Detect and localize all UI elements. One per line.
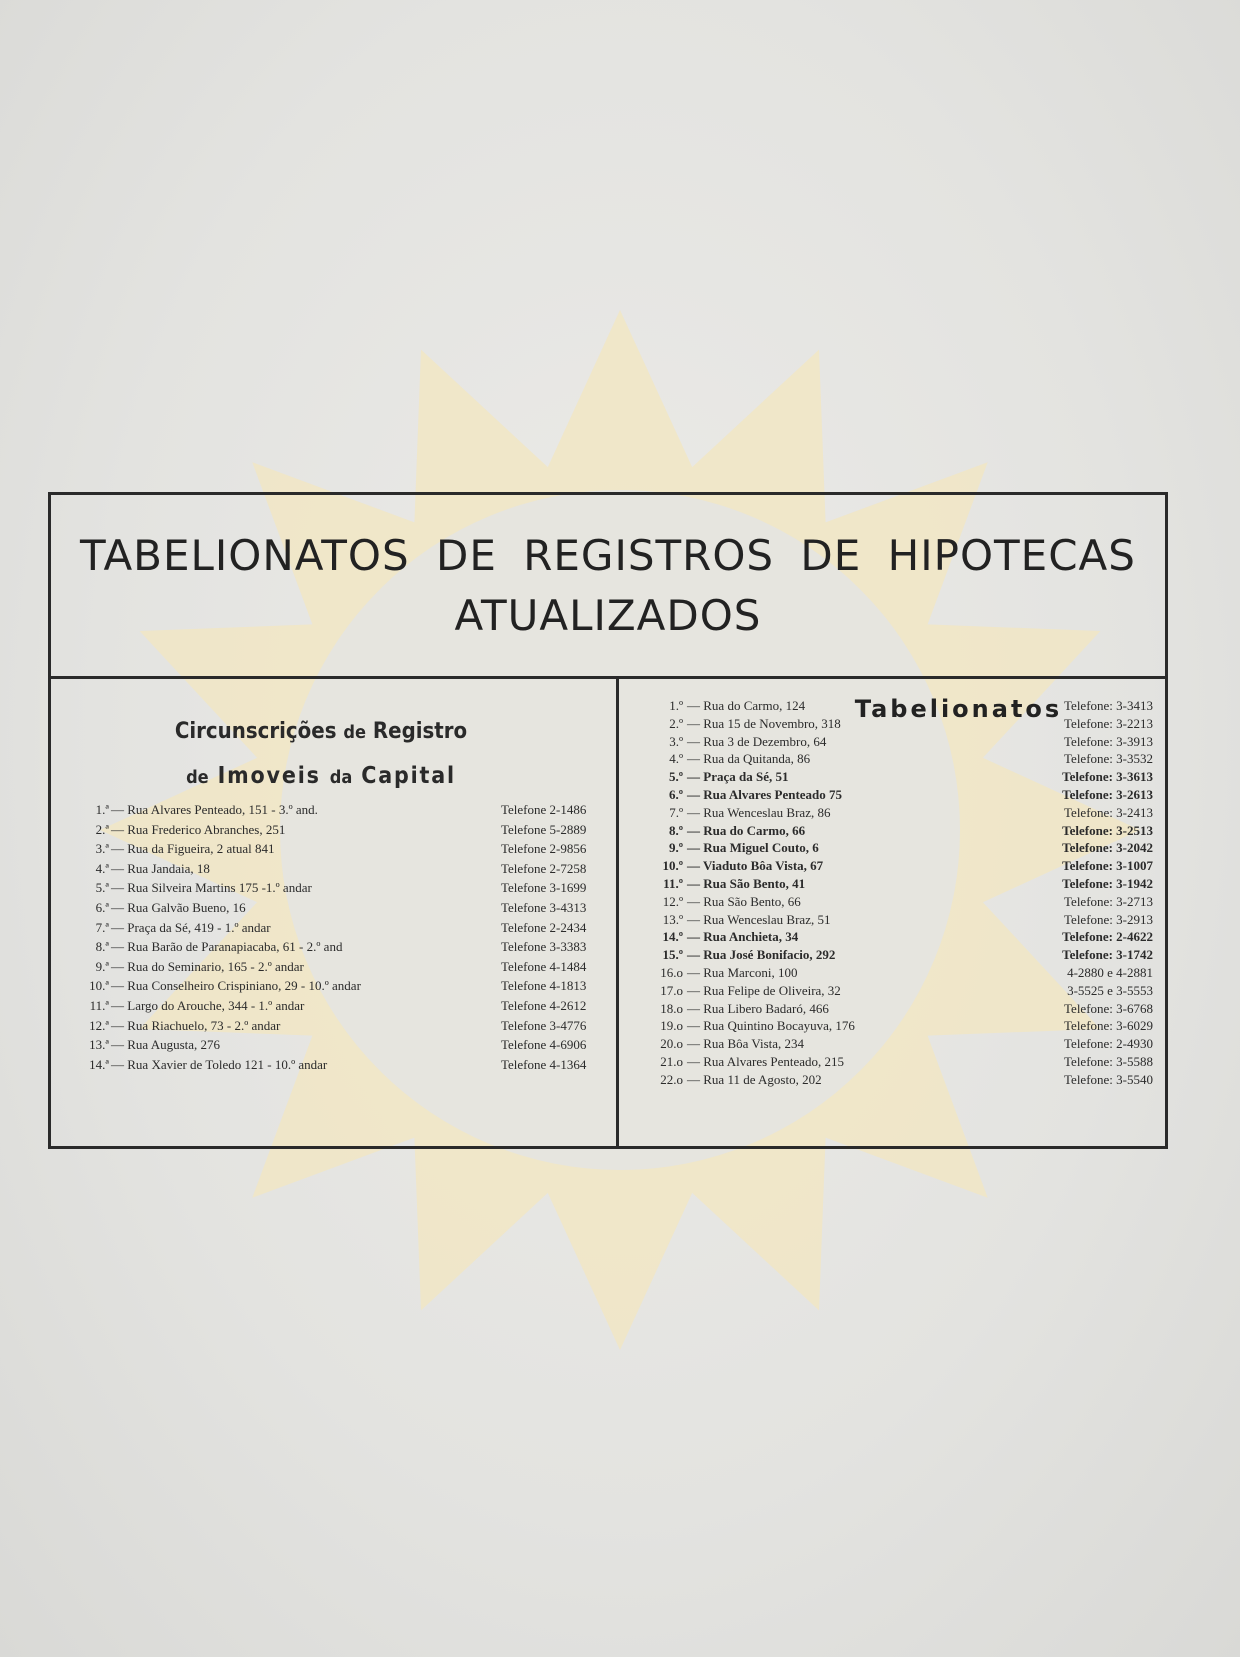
item-address: — Rua Alvares Penteado, 151 - 3.º and. xyxy=(111,802,318,817)
item-address: — Rua do Carmo, 124 xyxy=(687,698,806,713)
item-address: — Praça da Sé, 419 - 1.º andar xyxy=(111,919,271,935)
item-number: 5.ª xyxy=(95,880,109,896)
item-number: 13.ª xyxy=(89,1037,109,1053)
item-phone: Telefone: 3-1007 xyxy=(1062,858,1153,874)
item-phone: Telefone: 3-5588 xyxy=(1064,1054,1153,1069)
item-phone: Telefone 2-9856 xyxy=(501,841,587,857)
item-number: 1.º xyxy=(669,698,683,713)
item-address: — Rua do Carmo, 66 xyxy=(687,822,806,838)
item-address: — Rua São Bento, 41 xyxy=(687,876,806,891)
item-number: 3.ª xyxy=(95,841,109,857)
item-address: — Praça da Sé, 51 xyxy=(687,769,789,785)
item-number: 21.o xyxy=(660,1054,683,1069)
item-phone: Telefone 3-3383 xyxy=(501,939,587,955)
item-address: — Rua Alvares Penteado, 215 xyxy=(687,1054,845,1069)
item-number: 15.º xyxy=(662,947,683,963)
item-address: — Rua Xavier de Toledo 121 - 10.º andar xyxy=(111,1056,328,1072)
item-phone: 3-5525 e 3-5553 xyxy=(1067,982,1153,998)
item-address: — Rua Alvares Penteado 75 xyxy=(687,787,843,802)
item-number: 14.ª xyxy=(89,1056,109,1072)
item-phone: Telefone: 3-3413 xyxy=(1064,698,1153,713)
item-phone: Telefone 2-2434 xyxy=(501,919,587,935)
item-address: — Rua do Seminario, 165 - 2.º andar xyxy=(111,958,304,974)
item-phone: Telefone: 3-2213 xyxy=(1064,715,1153,731)
item-phone: Telefone 2-1486 xyxy=(501,802,587,817)
item-number: 6.ª xyxy=(95,900,109,915)
item-phone: Telefone 3-4776 xyxy=(501,1017,587,1033)
item-address: — Rua Bôa Vista, 234 xyxy=(687,1036,805,1052)
item-phone: Telefone 2-7258 xyxy=(501,860,587,876)
item-phone: Telefone 3-1699 xyxy=(501,880,587,896)
page-title: TABELIONATOS DE REGISTROS DE HIPOTECAS xyxy=(80,531,1136,580)
item-phone: Telefone: 3-3613 xyxy=(1062,769,1153,785)
item-number: 8.ª xyxy=(95,939,109,955)
item-address: — Rua Felipe de Oliveira, 32 xyxy=(687,982,841,998)
item-number: 14.º xyxy=(662,929,683,945)
item-number: 3.º xyxy=(669,733,683,749)
item-number: 9.ª xyxy=(95,958,109,974)
item-number: 4.º xyxy=(669,751,683,767)
item-address: — Rua Libero Badaró, 466 xyxy=(687,1000,829,1016)
item-address: — Rua Anchieta, 34 xyxy=(687,929,799,945)
item-address: — Rua Conselheiro Crispiniano, 29 - 10.º andar xyxy=(111,978,361,994)
item-number: 12.ª xyxy=(89,1017,109,1033)
item-number: 5.º xyxy=(668,769,683,785)
item-phone: Telefone: 3-2713 xyxy=(1064,893,1153,909)
left-heading-line1: Circunscrições de Registro xyxy=(174,719,468,744)
registry-listing-box xyxy=(48,492,1168,1149)
item-phone: Telefone: 2-4930 xyxy=(1064,1036,1153,1052)
item-address: — Rua Augusta, 276 xyxy=(111,1037,221,1053)
item-number: 19.o xyxy=(660,1018,683,1034)
item-address: — Rua Barão de Paranapiacaba, 61 - 2.º and xyxy=(111,939,343,955)
item-number: 17.o xyxy=(660,982,683,998)
item-phone: Telefone 3-4313 xyxy=(501,900,587,915)
item-number: 10.ª xyxy=(89,978,109,994)
item-address: — Rua Frederico Abranches, 251 xyxy=(111,821,286,837)
item-number: 2.º xyxy=(669,715,683,731)
item-address: — Largo do Arouche, 344 - 1.º andar xyxy=(111,998,305,1013)
item-phone: Telefone 4-1364 xyxy=(501,1056,587,1072)
item-phone: Telefone: 3-3913 xyxy=(1064,733,1153,749)
item-phone: Telefone 4-1484 xyxy=(501,958,587,974)
title-header xyxy=(51,495,1165,679)
item-number: 18.o xyxy=(660,1000,683,1016)
item-address: — Rua Jandaia, 18 xyxy=(111,860,210,876)
item-number: 4.ª xyxy=(95,860,109,876)
item-phone: Telefone: 3-2413 xyxy=(1064,804,1153,820)
item-number: 6.º xyxy=(668,787,683,802)
item-phone: Telefone: 3-2042 xyxy=(1062,840,1153,856)
item-phone: Telefone: 3-1742 xyxy=(1062,947,1153,963)
item-address: — Rua Wenceslau Braz, 51 xyxy=(687,911,831,927)
item-number: 11.ª xyxy=(89,998,109,1013)
item-address: — Rua 15 de Novembro, 318 xyxy=(687,715,841,731)
item-address: — Rua 3 de Dezembro, 64 xyxy=(687,733,827,749)
item-number: 1.ª xyxy=(95,802,109,817)
item-address: — Rua José Bonifacio, 292 xyxy=(687,947,836,963)
item-number: 13.º xyxy=(662,911,683,927)
left-heading-line2: de Imoveis da Capital xyxy=(186,763,456,789)
item-number: 8.º xyxy=(668,822,683,838)
item-address: — Rua da Figueira, 2 atual 841 xyxy=(111,841,275,857)
item-number: 11.º xyxy=(663,876,683,891)
item-number: 7.º xyxy=(669,804,683,820)
right-heading: Tabelionatos xyxy=(854,695,1063,723)
item-address: — Rua Galvão Bueno, 16 xyxy=(111,900,246,915)
item-number: 20.o xyxy=(660,1036,683,1052)
item-address: — Rua Marconi, 100 xyxy=(687,965,798,980)
item-address: — Rua Riachuelo, 73 - 2.º andar xyxy=(111,1017,281,1033)
item-phone: Telefone: 3-2613 xyxy=(1062,787,1153,802)
item-phone: Telefone 5-2889 xyxy=(501,821,587,837)
item-phone: Telefone: 3-1942 xyxy=(1062,876,1153,891)
column-divider xyxy=(616,679,619,1146)
item-phone: Telefone: 3-6768 xyxy=(1064,1000,1153,1016)
item-address: — Rua 11 de Agosto, 202 xyxy=(687,1071,822,1087)
page-subtitle: ATUALIZADOS xyxy=(454,591,762,640)
item-phone: Telefone: 2-4622 xyxy=(1062,929,1153,945)
item-address: — Rua Silveira Martins 175 -1.º andar xyxy=(111,880,312,896)
item-address: — Rua Quintino Bocayuva, 176 xyxy=(687,1018,855,1034)
item-phone: 4-2880 e 4-2881 xyxy=(1067,965,1153,980)
item-number: 22.o xyxy=(660,1071,683,1087)
item-phone: Telefone 4-6906 xyxy=(501,1037,587,1053)
item-number: 7.ª xyxy=(95,919,109,935)
item-address: — Rua da Quitanda, 86 xyxy=(687,751,811,767)
item-address: — Rua Wenceslau Braz, 86 xyxy=(687,804,831,820)
item-address: — Viaduto Bôa Vista, 67 xyxy=(687,858,824,874)
item-phone: Telefone: 3-3532 xyxy=(1064,751,1153,767)
item-number: 16.o xyxy=(660,965,683,980)
item-phone: Telefone: 3-5540 xyxy=(1064,1071,1153,1087)
item-number: 12.º xyxy=(662,893,683,909)
item-address: — Rua São Bento, 66 xyxy=(687,893,801,909)
item-phone: Telefone 4-1813 xyxy=(501,978,587,994)
item-address: — Rua Miguel Couto, 6 xyxy=(687,840,819,856)
item-phone: Telefone: 3-2913 xyxy=(1064,911,1153,927)
item-number: 9.º xyxy=(668,840,683,856)
item-phone: Telefone 4-2612 xyxy=(501,998,587,1013)
item-phone: Telefone: 3-6029 xyxy=(1064,1018,1153,1034)
item-phone: Telefone: 3-2513 xyxy=(1062,822,1153,838)
item-number: 2.ª xyxy=(95,821,109,837)
item-number: 10.º xyxy=(662,858,683,874)
